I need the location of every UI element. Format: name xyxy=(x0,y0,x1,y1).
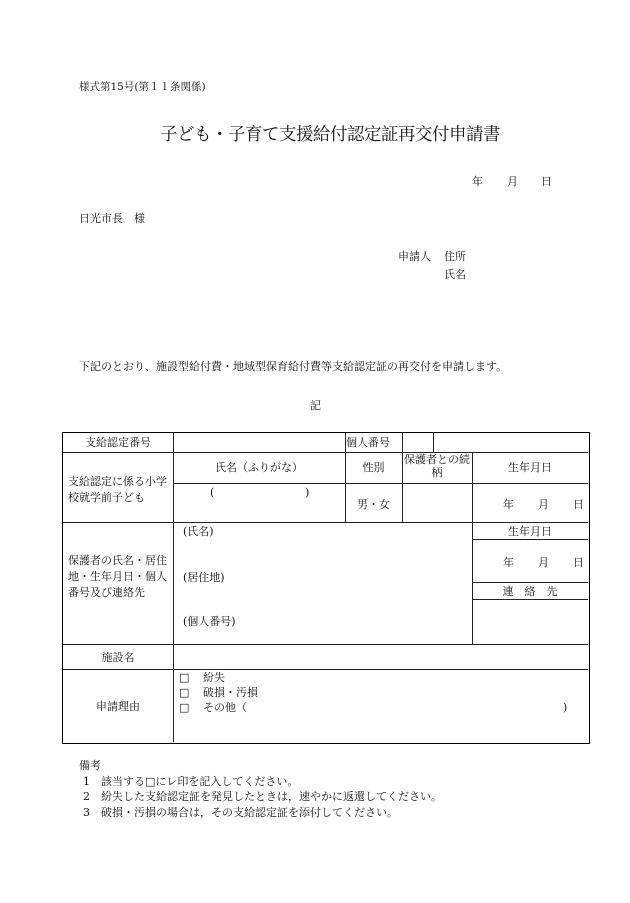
applicant-name-label: 氏名 xyxy=(444,268,466,281)
reason-lost-checkbox[interactable]: □ xyxy=(179,671,190,684)
addressee: 日光市長 様 xyxy=(79,212,145,225)
guardian-birth-month: 月 xyxy=(538,556,549,569)
personal-number-label: 個人番号 xyxy=(346,436,390,449)
child-birth-day: 日 xyxy=(573,498,584,511)
guardian-label: 保護者の氏名・居住地・生年月日・個人番号及び連絡先 xyxy=(68,554,167,599)
guardian-birthdate-label: 生年月日 xyxy=(508,525,552,538)
statement: 下記のとおり、施設型給付費・地域型保育給付費等支給認定証の再交付を申請します。 xyxy=(79,360,508,373)
date-day: 日 xyxy=(541,175,552,188)
child-label: 支給認定に係る小学校就学前子ども xyxy=(68,475,167,504)
child-birthdate-label: 生年月日 xyxy=(508,461,552,474)
note-text: 該当する□にレ印を記入してください。 xyxy=(101,775,299,788)
child-birth-year: 年 xyxy=(503,498,514,511)
guardian-birth-day: 日 xyxy=(573,556,584,569)
application-table xyxy=(62,432,590,744)
gender-options[interactable]: 男・女 xyxy=(357,498,390,511)
page-title: 子ども・子育て支援給付認定証再交付申請書 xyxy=(160,125,500,145)
child-birth-month: 月 xyxy=(538,498,549,511)
reason-damaged-label: 破損・汚損 xyxy=(203,686,258,699)
note-text: 紛失した支給認定証を発見したときは，速やかに返還してください。 xyxy=(101,790,442,803)
contact-label: 連 絡 先 xyxy=(502,585,558,598)
paren-close: ) xyxy=(305,486,310,499)
date-month: 月 xyxy=(507,175,518,188)
date-year: 年 xyxy=(472,175,483,188)
reason-other-close: ) xyxy=(563,701,568,714)
note-text: 破損・汚損の場合は，その支給認定証を添付してください。 xyxy=(101,806,398,819)
applicant-address-label: 住所 xyxy=(444,250,466,263)
note-number: 3 xyxy=(83,806,90,819)
note-number: 2 xyxy=(83,790,90,803)
notes-heading: 備考 xyxy=(79,759,101,772)
note-number: 1 xyxy=(83,775,90,788)
applicant-label: 申請人 xyxy=(398,250,431,263)
cert-number-field[interactable] xyxy=(174,434,344,451)
personal-number-field[interactable] xyxy=(434,434,587,451)
guardian-personal-number-label: (個人番号) xyxy=(183,615,236,628)
reason-lost-label: 紛失 xyxy=(203,671,225,684)
guardian-birth-year: 年 xyxy=(503,556,514,569)
guardian-name-label: (氏名) xyxy=(183,525,214,538)
facility-label: 施設名 xyxy=(101,651,135,664)
ki-label: 記 xyxy=(310,399,321,412)
reason-other-checkbox[interactable]: □ xyxy=(179,701,190,714)
reason-label: 申請理由 xyxy=(96,700,140,713)
relation-label: 保護者との続柄 xyxy=(404,453,470,479)
guardian-residence-label: (居住地) xyxy=(183,571,225,584)
cert-number-label: 支給認定番号 xyxy=(85,436,151,449)
facility-field[interactable] xyxy=(174,646,587,668)
gender-label: 性別 xyxy=(362,461,385,474)
reason-damaged-checkbox[interactable]: □ xyxy=(179,686,190,699)
form-number: 様式第15号(第１１条関係) xyxy=(79,81,206,93)
name-kana-label: 氏名（ふりがな） xyxy=(215,461,303,474)
reason-other-label: その他（ xyxy=(203,701,247,714)
paren-open: ( xyxy=(210,486,215,499)
